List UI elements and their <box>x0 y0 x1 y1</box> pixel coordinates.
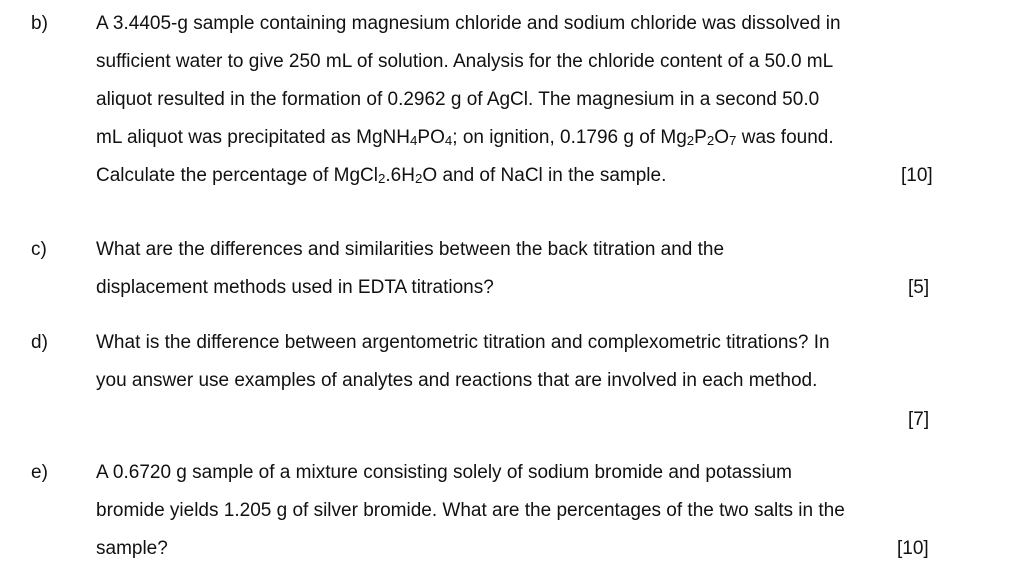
question-text-line: A 0.6720 g sample of a mixture consisting solely of sodium bromide and potassium <box>96 462 792 483</box>
question-text-line: mL aliquot was precipitated as $MgNH_4PO_4$; on ignition, 0.1796 g of $Mg_2P_2O_7$ was found. <box>96 127 834 149</box>
marks-badge: [5] <box>908 277 930 298</box>
question-text-line: What is the difference between argentometric titration and complexometric titrations? In <box>96 332 830 353</box>
question-text-line: Calculate the percentage of $MgCl_2.6H_2O$ and of NaCl in the sample. <box>96 165 667 187</box>
question-text-line: A 3.4405-g sample containing magnesium chloride and sodium chloride was dissolved in <box>96 13 841 34</box>
marks-badge: [7] <box>908 409 930 430</box>
marks-badge: [10] <box>901 165 933 186</box>
marks-badge: [10] <box>897 538 929 559</box>
question-text-line: What are the differences and similarities between the back titration and the <box>96 239 725 260</box>
question-label: b) <box>31 13 48 34</box>
question-text-line: aliquot resulted in the formation of 0.2962 g of AgCl. The magnesium in a second 50.0 <box>96 89 820 110</box>
question-text-line: you answer use examples of analytes and reactions that are involved in each method. <box>96 370 818 391</box>
question-text-line: sufficient water to give 250 mL of solution. Analysis for the chloride content of a 50.0 mL <box>96 51 834 72</box>
question-text-line: displacement methods used in EDTA titrations? <box>96 277 494 298</box>
question-text-line: bromide yields 1.205 g of silver bromide. What are the percentages of the two salts in the <box>96 500 845 521</box>
question-label: d) <box>31 332 48 353</box>
question-label: e) <box>31 462 48 483</box>
question-text-line: sample? <box>96 538 168 559</box>
question-label: c) <box>31 239 47 260</box>
